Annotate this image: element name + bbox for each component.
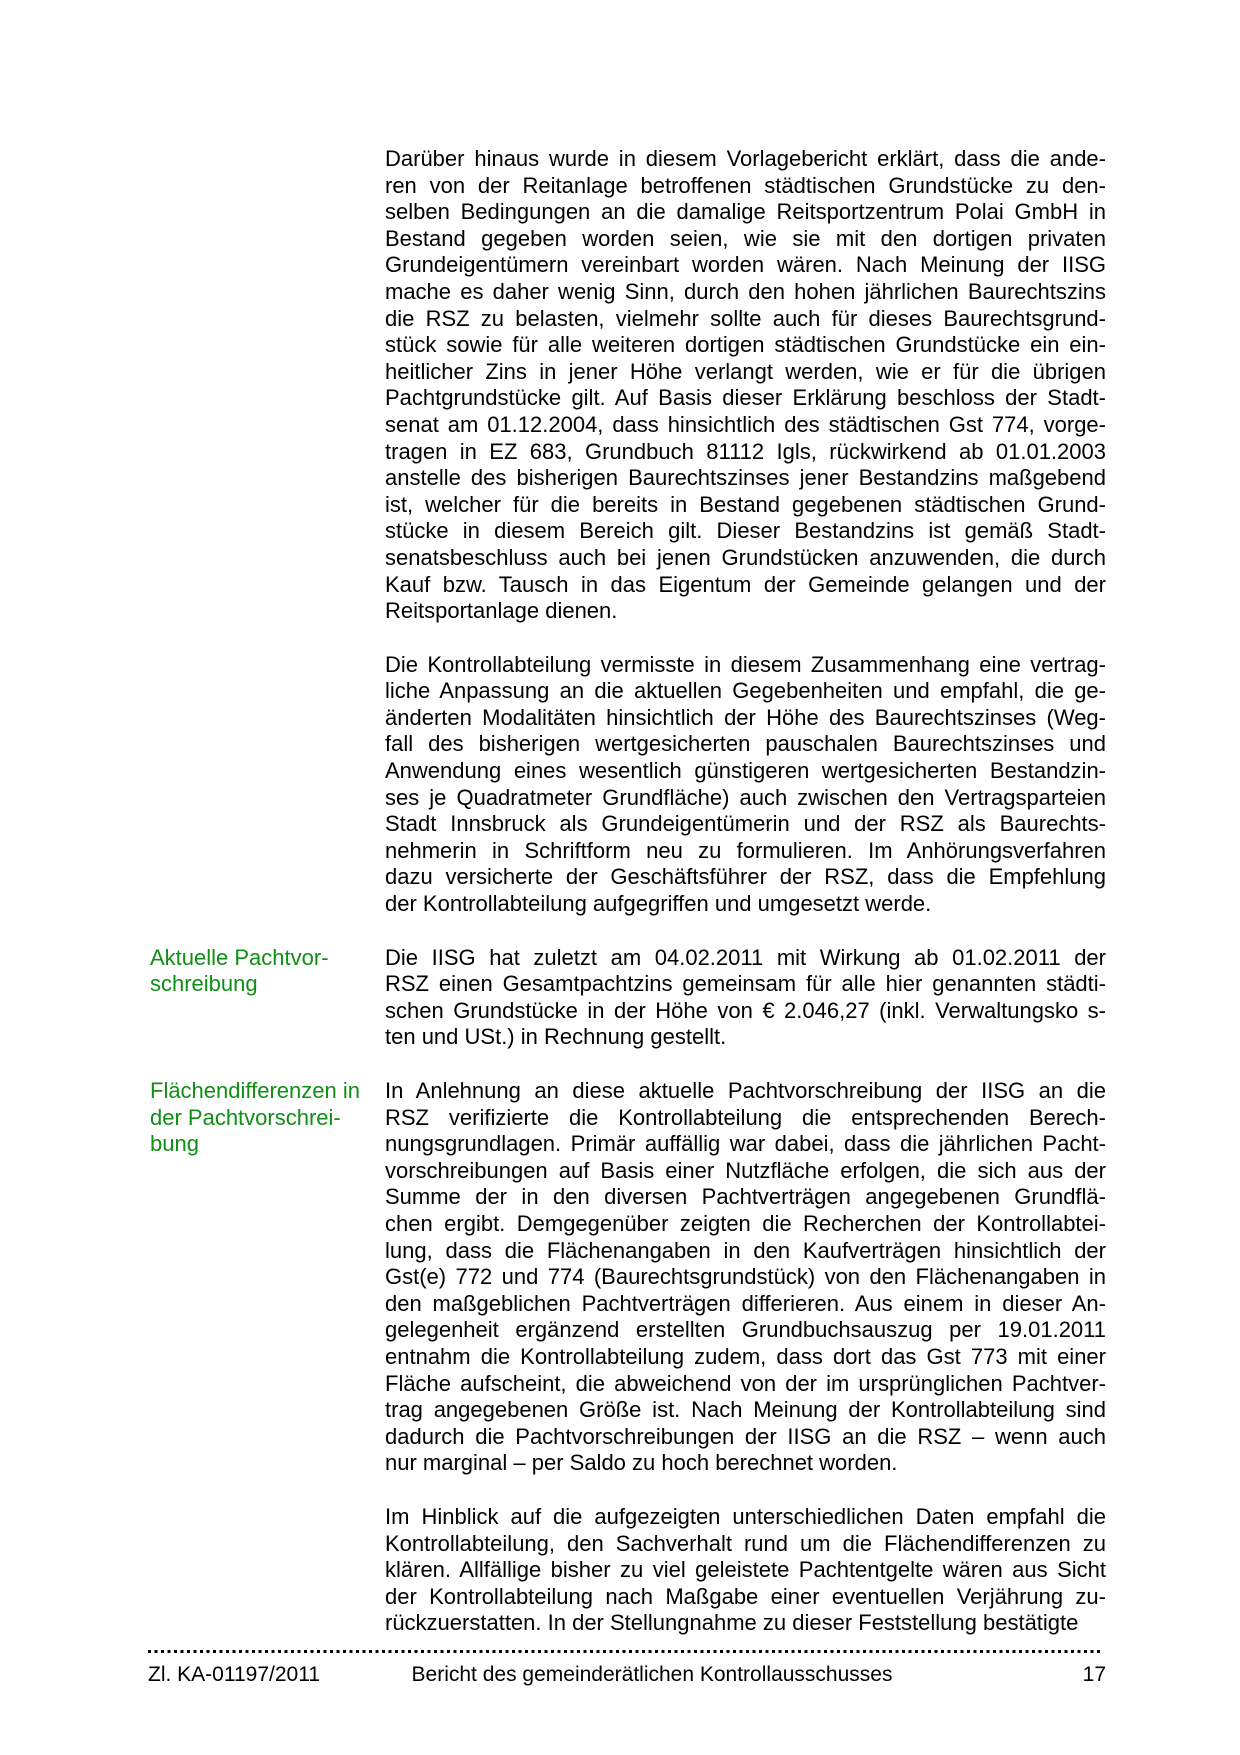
- body-text-line: stück sowie für alle weiteren dortigen städtischen Grundstücke ein ein-: [385, 332, 1106, 358]
- body-text-line: fall des bisherigen wertgesicherten pauschalen Baurechtszinses und: [385, 731, 1106, 757]
- body-text-line: Fläche aufscheint, die abweichend von der im ursprünglichen Pachtver-: [385, 1370, 1106, 1396]
- body-text-line: entnahm die Kontrollabteilung zudem, dass dort das Gst 773 mit einer: [385, 1343, 1106, 1369]
- body-text-line: ses je Quadratmeter Grundfläche) auch zwischen den Vertragsparteien: [385, 784, 1106, 810]
- body-text-line: gelegenheit ergänzend erstellten Grundbuchsauszug per 19.01.2011: [385, 1317, 1106, 1343]
- paragraph: [385, 146, 1106, 625]
- body-text-line: In Anlehnung an diese aktuelle Pachtvorschreibung der IISG an die: [385, 1078, 1106, 1103]
- footer-report-title: Bericht des gemeinderätlichen Kontrollausschusses: [411, 1663, 893, 1686]
- document-section: [150, 1504, 1106, 1637]
- body-text-line: Im Hinblick auf die aufgezeigten unterschiedlichen Daten empfahl die: [385, 1503, 1106, 1529]
- margin-heading-line: der Pachtvorschrei-: [150, 1104, 341, 1130]
- body-text-line: Darüber hinaus wurde in diesem Vorlagebericht erklärt, dass die ande-: [385, 146, 1106, 171]
- paragraph: [385, 1078, 1106, 1477]
- paragraph: [385, 652, 1106, 918]
- body-text-line: ist, welcher für die bereits in Bestand gegebenen städtischen Grund-: [385, 491, 1106, 517]
- body-text-line: Gst(e) 772 und 774 (Baurechtsgrundstück) von den Flächenangaben in: [385, 1264, 1106, 1290]
- body-text-line: schen Grundstücke in der Höhe von € 2.046,27 (inkl. Verwaltungsko s-: [385, 997, 1106, 1023]
- body-text-line: nungsgrundlagen. Primär auffällig war dabei, dass die jährlichen Pacht-: [385, 1131, 1106, 1157]
- margin-heading: [150, 1078, 385, 1477]
- body-text-line: senatsbeschluss auch bei jenen Grundstücken anzuwenden, die durch: [385, 544, 1106, 570]
- body-text-line: Bestand gegeben worden seien, wie sie mit den dortigen privaten: [385, 225, 1106, 251]
- margin-heading-line: bung: [150, 1131, 199, 1157]
- body-text-line: Summe der in den diversen Pachtverträgen angegebenen Grundflä-: [385, 1184, 1106, 1210]
- body-text-line: ten und USt.) in Rechnung gestellt.: [385, 1024, 727, 1050]
- body-text-line: trag angegebenen Größe ist. Nach Meinung der Kontrollabteilung sind: [385, 1397, 1106, 1423]
- body-text-line: die RSZ zu belasten, vielmehr sollte auch für dieses Baurechtsgrund-: [385, 305, 1106, 331]
- body-text-line: Kauf bzw. Tausch in das Eigentum der Gemeinde gelangen und der: [385, 571, 1106, 597]
- body-text-line: Die IISG hat zuletzt am 04.02.2011 mit Wirkung ab 01.02.2011 der: [385, 944, 1106, 970]
- margin-heading-line: Flächendifferenzen in: [150, 1078, 360, 1103]
- body-text-line: heitlicher Zins in jener Höhe verlangt werden, wie er für die übrigen: [385, 358, 1106, 384]
- body-text-line: stücke in diesem Bereich gilt. Dieser Bestandzins ist gemäß Stadt-: [385, 518, 1106, 544]
- page-footer: [148, 1662, 1106, 1688]
- document-section: [150, 652, 1106, 918]
- body-text-line: der Kontrollabteilung nach Maßgabe einer eventuellen Verjährung zu-: [385, 1583, 1106, 1609]
- footer-page-number: 17: [1082, 1663, 1106, 1686]
- body-text-line: Kontrollabteilung, den Sachverhalt rund um die Flächendifferenzen zu: [385, 1530, 1106, 1556]
- margin-heading-line: schreibung: [150, 971, 258, 997]
- body-text-line: liche Anpassung an die aktuellen Gegebenheiten und empfahl, die ge-: [385, 678, 1106, 704]
- body-text-line: mache es daher wenig Sinn, durch den hohen jährlichen Baurechtszins: [385, 278, 1106, 304]
- body-text-line: RSZ einen Gesamtpachtzins gemeinsam für alle hier genannten städti-: [385, 971, 1106, 997]
- margin-heading: [150, 146, 385, 625]
- margin-heading: [150, 1504, 385, 1637]
- document-body: [150, 146, 1106, 1664]
- margin-heading-line: Aktuelle Pachtvor-: [150, 944, 329, 970]
- body-text-line: rückzuerstatten. In der Stellungnahme zu dieser Feststellung bestätigte: [385, 1610, 1079, 1636]
- body-text-line: anstelle des bisherigen Baurechtszinses jener Bestandzins maßgebend: [385, 465, 1106, 491]
- body-text-line: chen ergibt. Demgegenüber zeigten die Recherchen der Kontrollabtei-: [385, 1210, 1106, 1236]
- footer-dotted-rule: [148, 1650, 1100, 1653]
- footer-reference-number: Zl. KA-01197/2011: [148, 1663, 320, 1686]
- body-text-line: ren von der Reitanlage betroffenen städtischen Grundstücke zu den-: [385, 172, 1106, 198]
- document-section: [150, 1078, 1106, 1477]
- document-section: [150, 146, 1106, 625]
- margin-heading: [150, 652, 385, 918]
- body-text-line: Grundeigentümern vereinbart worden wären. Nach Meinung der IISG: [385, 252, 1106, 278]
- body-text-line: tragen in EZ 683, Grundbuch 81112 Igls, rückwirkend ab 01.01.2003: [385, 438, 1106, 464]
- body-text-line: dadurch die Pachtvorschreibungen der IISG an die RSZ – wenn auch: [385, 1423, 1106, 1449]
- body-text-line: Stadt Innsbruck als Grundeigentümerin und der RSZ als Baurechts-: [385, 811, 1106, 837]
- body-text-line: senat am 01.12.2004, dass hinsichtlich des städtischen Gst 774, vorge-: [385, 411, 1106, 437]
- body-text-line: nehmerin in Schriftform neu zu formulieren. Im Anhörungsverfahren: [385, 837, 1106, 863]
- paragraph: [385, 1504, 1106, 1637]
- margin-heading: [150, 945, 385, 1051]
- body-text-line: änderten Modalitäten hinsichtlich der Höhe des Baurechtszinses (Weg-: [385, 704, 1106, 730]
- body-text-line: Anwendung eines wesentlich günstigeren wertgesicherten Bestandzin-: [385, 758, 1106, 784]
- body-text-line: Pachtgrundstücke gilt. Auf Basis dieser Erklärung beschloss der Stadt-: [385, 385, 1106, 411]
- body-text-line: lung, dass die Flächenangaben in den Kaufverträgen hinsichtlich der: [385, 1237, 1106, 1263]
- body-text-line: Reitsportanlage dienen.: [385, 598, 618, 624]
- body-text-line: vorschreibungen auf Basis einer Nutzfläche erfolgen, die sich aus der: [385, 1157, 1106, 1183]
- body-text-line: Die Kontrollabteilung vermisste in diesem Zusammenhang eine vertrag-: [385, 651, 1106, 677]
- body-text-line: selben Bedingungen an die damalige Reitsportzentrum Polai GmbH in: [385, 199, 1106, 225]
- body-text-line: dazu versicherte der Geschäftsführer der RSZ, dass die Empfehlung: [385, 864, 1106, 890]
- body-text-line: klären. Allfällige bisher zu viel geleistete Pachtentgelte wären aus Sicht: [385, 1557, 1106, 1583]
- body-text-line: der Kontrollabteilung aufgegriffen und umgesetzt werde.: [385, 891, 932, 917]
- body-text-line: RSZ verifizierte die Kontrollabteilung die entsprechenden Berech-: [385, 1104, 1106, 1130]
- paragraph: [385, 945, 1106, 1051]
- body-text-line: den maßgeblichen Pachtverträgen differieren. Aus einem in dieser An-: [385, 1290, 1106, 1316]
- body-text-line: nur marginal – per Saldo zu hoch berechnet worden.: [385, 1450, 898, 1476]
- document-section: [150, 945, 1106, 1051]
